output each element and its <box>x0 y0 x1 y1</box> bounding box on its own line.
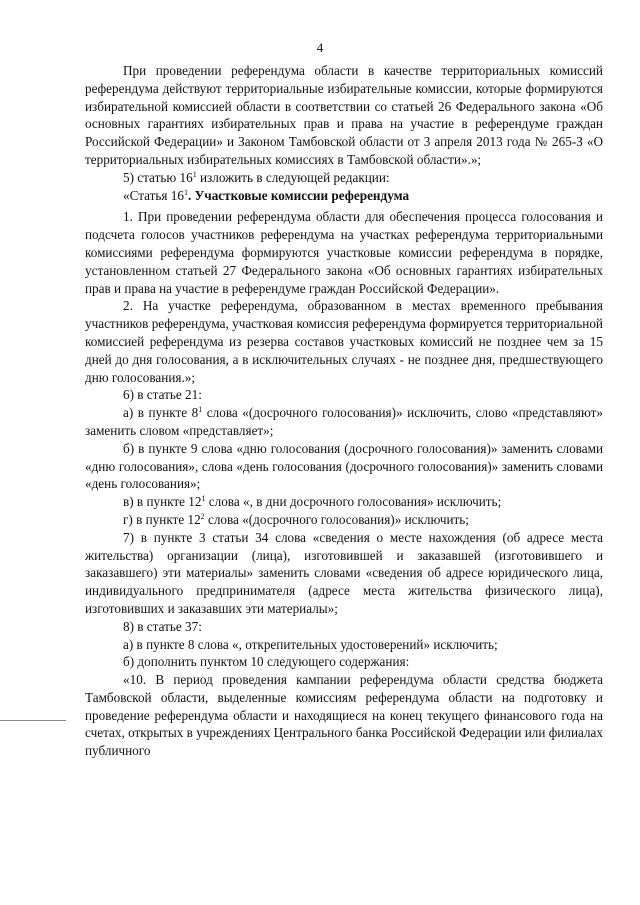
paragraph-territorial-commissions: При проведении референдума области в качестве территориальных комиссий референдума действуют территориальные избирательные комиссии, которые формируются избирательной комиссией области в соответствии со статьей 26 Федерального закона «Об основных гарантиях избирательных прав и права на участие в референдуме граждан Российской Федерации» и Законом Тамбовской области от 3 апреля 2013 года № 265-З «О территориальных избирательных комиссиях в Тамбовской области».»; <box>85 63 603 167</box>
paragraph-37-a: а) в пункте 8 слова «, открепительных удостоверений» исключить; <box>123 636 498 652</box>
paragraph-clause-2: 2. На участке референдума, образованном в местах временного пребывания участников референдума, участковая комиссия референдума формируется территориальной комиссией референдума из резерва составов участковых комиссий не позднее чем за 15 дней до дня голосования, а в исключительных случаях - не позднее дня, предшествующего дню голосования.»; <box>85 298 603 385</box>
margin-rule <box>0 720 66 721</box>
paragraph-article-34: 7) в пункте 3 статьи 34 слова «сведения о месте нахождения (об адресе места жительства) организации (лица), изготовившей и заказавшей (изготовившего и заказавшего) эти материалы» заменить словами «сведения об адресе юридического лица, индивидуального предпринимателя (адресе места жительства физического лица), изготовивших и заказавших эти материалы»; <box>85 529 603 616</box>
paragraph-21-g: г) в пункте $12^2$ слова «(досрочного голосования)» исключить; <box>123 511 469 527</box>
paragraph-clause-10: «10. В период проведения кампании референдума области средства бюджета Тамбовской области, выделенные комиссиям референдума области на подготовку и проведение референдума области и находящиеся на конец текущего финансового года на счетах, открытых в учреждениях Центрального банка Российской Федерации или филиалах публичного <box>85 672 603 759</box>
paragraph-article-37: 8) в статье 37: <box>123 618 202 634</box>
paragraph-21-b: б) в пункте 9 слова «дню голосования (досрочного голосования)» заменить словами «дню голосования», слова «день голосования (досрочного голосования)» заменить словами «день голосования»; <box>85 440 603 492</box>
paragraph-37-b: б) дополнить пунктом 10 следующего содержания: <box>123 654 410 670</box>
page-number: 4 <box>316 40 324 55</box>
paragraph-21-v: в) в пункте $12^1$ слова «, в дни досрочного голосования» исключить; <box>123 494 502 510</box>
paragraph-clause-1: 1. При проведении референдума области для обеспечения процесса голосования и подсчета голосов участников референдума на участках референдума территориальными комиссиями референдума формируются участковые комиссии референдума в порядке, установленном статьей 27 Федерального закона «Об основных гарантиях избирательных прав и права на участие в референдуме граждан Российской Федерации». <box>85 209 603 296</box>
paragraph-article-21: 6) в статье 21: <box>123 387 202 403</box>
article-heading: «Статья $16^1$. Участковые комиссии референдума <box>123 187 410 203</box>
document-body <box>85 62 603 760</box>
paragraph-article-16-1-amend: 5) статью $16^1$ изложить в следующей редакции: <box>123 169 390 185</box>
paragraph-21-a: а) в пункте $8^1$ слова «(досрочного голосования)» исключить, слово «представляют» заменить словом «представляет»; <box>85 405 603 438</box>
